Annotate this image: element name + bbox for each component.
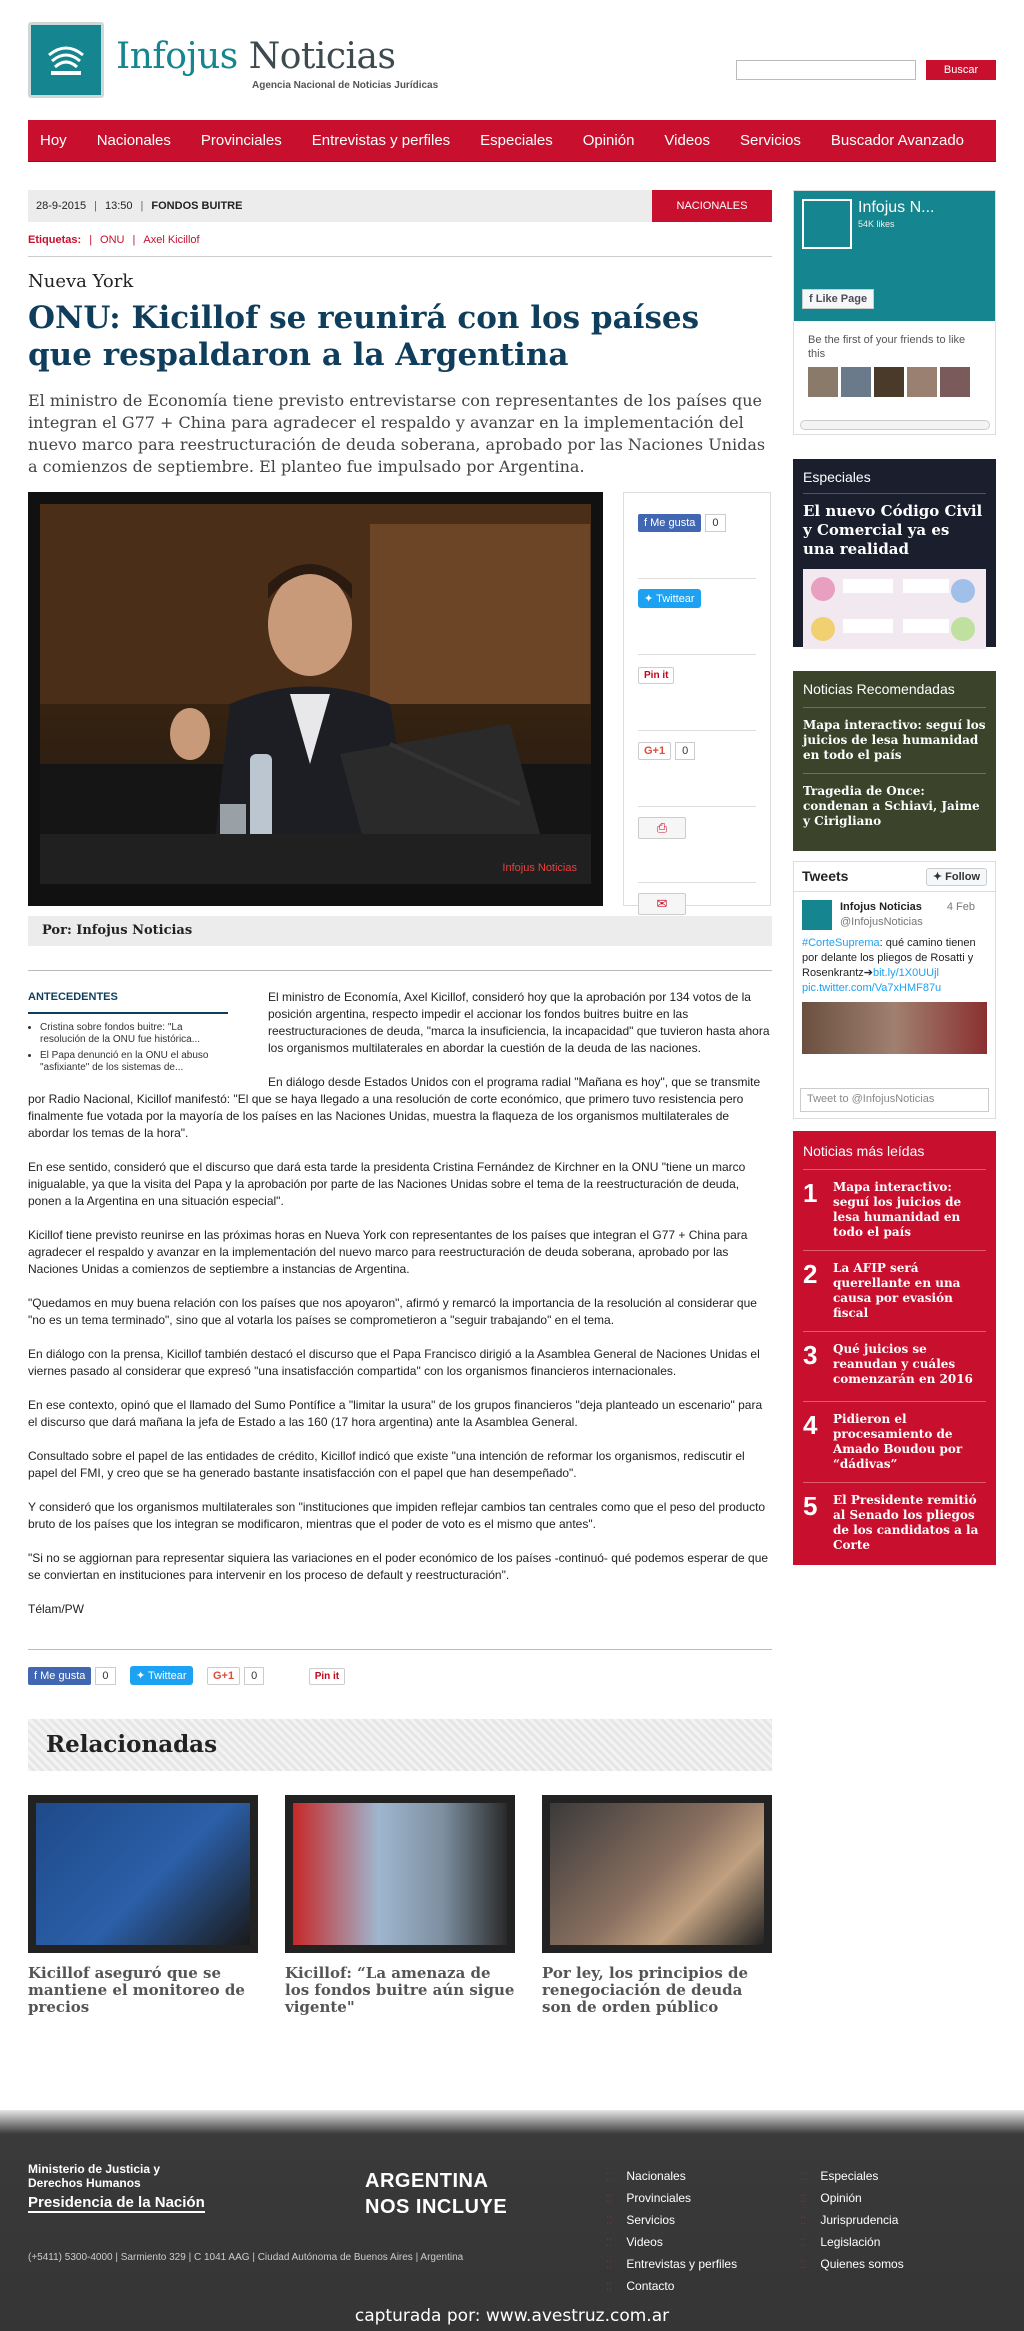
nav-entrevistas[interactable]: Entrevistas y perfiles bbox=[311, 132, 451, 149]
facebook-icon: f bbox=[644, 517, 648, 529]
article-column bbox=[28, 190, 772, 2016]
rank-number: 1 bbox=[803, 1178, 818, 1208]
facebook-page-likes: 54K likes bbox=[858, 219, 895, 229]
body-signature: Télam/PW bbox=[28, 1602, 85, 1616]
facebook-friends-text: Be the first of your friends to like this bbox=[808, 334, 966, 360]
body-paragraph: En diálogo desde Estados Unidos con el programa radial "Mañana es hoy", que se transmite por Radio Nacional, Kicillof manifestó: "El que se haya llegado a una resolución de corte económico, que primero tuvo resistencia pero finalmente fue votada por la mayoría de los países en las Naciones Unidas, muestra la flaqueza de los organismos multilaterales de abordar los temas de la hora". bbox=[28, 1075, 761, 1140]
related-item[interactable] bbox=[542, 1795, 772, 2016]
footer-link[interactable]: ⁚⁚ Especiales bbox=[800, 2166, 904, 2188]
recomendadas-title: Noticias Recomendadas bbox=[803, 681, 986, 708]
site-header bbox=[28, 22, 996, 102]
search-button[interactable]: Buscar bbox=[926, 60, 996, 80]
tag-link[interactable]: Axel Kicillof bbox=[143, 234, 200, 246]
twitter-follow-button[interactable]: ✦ Follow bbox=[926, 868, 987, 886]
logo-icon[interactable] bbox=[28, 22, 104, 98]
pinterest-button[interactable]: Pin it bbox=[638, 667, 674, 684]
sidebar bbox=[793, 190, 996, 1565]
mas-leida-item[interactable] bbox=[803, 1170, 986, 1251]
avatar[interactable] bbox=[907, 367, 937, 397]
facebook-like-button-bottom[interactable]: f Me gusta bbox=[28, 1667, 91, 1685]
rank-number: 4 bbox=[803, 1410, 818, 1440]
avatar[interactable] bbox=[874, 367, 904, 397]
tweet-date[interactable]: 4 Feb bbox=[946, 901, 975, 913]
footer-link[interactable]: ⁚⁚ Opinión bbox=[800, 2188, 904, 2210]
logo-text[interactable]: Infojus Noticias bbox=[116, 36, 396, 77]
capture-credit: capturada por: www.avestruz.com.ar bbox=[354, 2306, 670, 2326]
nav-hoy[interactable]: Hoy bbox=[40, 132, 67, 149]
nav-especiales[interactable]: Especiales bbox=[480, 132, 553, 149]
footer-link[interactable]: ⁚⁚ Quienes somos bbox=[800, 2254, 904, 2276]
antecedentes-title: ANTECEDENTES bbox=[28, 989, 228, 1014]
mas-leida-item[interactable] bbox=[803, 1402, 986, 1483]
tags-label: Etiquetas: bbox=[28, 234, 82, 246]
article-time: 13:50 bbox=[105, 200, 133, 212]
nav-opinion[interactable]: Opinión bbox=[582, 132, 635, 149]
rank-number: 3 bbox=[803, 1340, 818, 1370]
tweet-hashtag[interactable]: #CorteSuprema bbox=[802, 937, 880, 949]
especiales-title[interactable]: Especiales bbox=[803, 469, 986, 494]
footer-link[interactable]: ⁚⁚ Entrevistas y perfiles bbox=[606, 2254, 737, 2276]
footer-link[interactable]: ⁚⁚ Servicios bbox=[606, 2210, 737, 2232]
facebook-like-page-button[interactable]: f Like Page bbox=[802, 289, 874, 309]
email-icon[interactable]: ✉ bbox=[638, 893, 686, 915]
article-photo[interactable] bbox=[40, 504, 591, 884]
footer-link[interactable]: ⁚⁚ Contacto bbox=[606, 2276, 737, 2298]
nav-provinciales[interactable]: Provinciales bbox=[200, 132, 282, 149]
body-paragraph: Consultado sobre el papel de las entidades de crédito, Kicillof indicó que existe "una intención de reformar los organismos, rediscutir el papel del FMI, y creo que se ha generado bastante insatisfacción con el papel que han desempeñado". bbox=[28, 1449, 745, 1480]
tweet-image[interactable] bbox=[802, 1002, 987, 1054]
rank-number: 5 bbox=[803, 1491, 818, 1521]
avatar[interactable] bbox=[802, 900, 832, 930]
article-lead: El ministro de Economía tiene previsto entrevistarse con representantes de los países que integran el G77 + China para agradecer el respaldo y avanzar en la implementación del nuevo marco para reestructuración de deuda soberana, aprobado por las Naciones Unidas a comienzos de septiembre. El planteo fue impulsado por Argentina. bbox=[28, 391, 766, 476]
photo-frame bbox=[28, 492, 603, 906]
nav-videos[interactable]: Videos bbox=[664, 132, 711, 149]
mas-leida-title[interactable]: Pidieron el procesamiento de Amado Boudou por “dádivas” bbox=[833, 1412, 963, 1471]
print-icon[interactable]: ⎙ bbox=[638, 817, 686, 839]
share-email bbox=[638, 893, 756, 959]
article-kicker: Nueva York bbox=[28, 271, 134, 292]
body-paragraph: En ese contexto, opinó que el llamado del Sumo Pontífice a "limitar la usura" de los grupos financieros "deja planteado un escenario" para el discurso que dará mañana la jefa de Estado a las 160 (17 hora argentina) ante la Asamblea General. bbox=[28, 1398, 763, 1429]
share-pinterest bbox=[638, 665, 756, 731]
footer-link[interactable]: ⁚⁚ Nacionales bbox=[606, 2166, 737, 2188]
mas-leida-title[interactable]: La AFIP será querellante en una causa por evasión fiscal bbox=[833, 1261, 961, 1320]
article-meta-bar: 28-9-2015 | 13:50 | FONDOS BUITRE NACIONALES bbox=[28, 190, 772, 222]
facebook-icon: f bbox=[809, 293, 813, 305]
article-body bbox=[28, 970, 772, 1635]
avatar[interactable] bbox=[841, 367, 871, 397]
bottom-share-bar bbox=[28, 1649, 772, 1697]
related-item-title[interactable]: Kicillof aseguró que se mantiene el monitoreo de precios bbox=[28, 1964, 245, 2016]
facebook-scrollbar[interactable] bbox=[800, 420, 990, 430]
article-section[interactable]: FONDOS BUITRE bbox=[151, 200, 243, 212]
mas-leida-item[interactable] bbox=[803, 1332, 986, 1402]
footer-link[interactable]: ⁚⁚ Provinciales bbox=[606, 2188, 737, 2210]
article-headline: ONU: Kicillof se reunirá con los países que respaldaron a la Argentina bbox=[28, 300, 700, 373]
facebook-cover[interactable] bbox=[794, 191, 995, 321]
especiales-headline[interactable]: El nuevo Código Civil y Comercial ya es una realidad bbox=[803, 502, 983, 558]
related-item-title[interactable]: Kicillof: “La amenaza de los fondos buitre aún sigue vigente" bbox=[285, 1964, 515, 2016]
twitter-share-button-bottom[interactable]: ✦ Twittear bbox=[130, 1666, 193, 1685]
mas-leida-title[interactable]: El Presidente remitió al Senado los pliegos de los candidatos a la Corte bbox=[833, 1493, 979, 1552]
tag-link[interactable]: ONU bbox=[100, 234, 125, 246]
recomendada-item[interactable]: Tragedia de Once: condenan a Schiavi, Jaime y Cirigliano bbox=[803, 784, 980, 828]
antecedentes-box bbox=[28, 989, 228, 1078]
nav-buscador-avanzado[interactable]: Buscador Avanzado bbox=[830, 132, 965, 149]
mas-leidas-title: Noticias más leídas bbox=[803, 1143, 986, 1170]
mas-leidas-box bbox=[793, 1131, 996, 1565]
tweet-text: #CorteSuprema: qué camino tienen por delante los pliegos de Rosatti y Rosenkrantz➔bit.ly/1X0UUjl pic.twitter.com/Va7xHMF87u bbox=[802, 937, 976, 994]
share-print bbox=[638, 817, 756, 883]
logo-subtitle: Agencia Nacional de Noticias Jurídicas bbox=[252, 80, 439, 91]
related-title: Relacionadas bbox=[28, 1719, 772, 1771]
mas-leida-title[interactable]: Mapa interactivo: seguí los juicios de lesa humanidad en todo el país bbox=[833, 1180, 962, 1239]
body-paragraph: En diálogo con la prensa, Kicillof también destacó el discurso que el Papa Francisco dirigió a la Asamblea General de Naciones Unidas el viernes pasado al considerar que expresó "una insatisfacción compartida" con los organismos financieros internacionales. bbox=[28, 1347, 760, 1378]
especiales-box bbox=[793, 459, 996, 647]
facebook-page-logo[interactable] bbox=[802, 199, 852, 249]
nav-servicios[interactable]: Servicios bbox=[740, 132, 801, 149]
antecedente-link[interactable]: • Cristina sobre fondos buitre: "La resolución de la ONU fue histórica... bbox=[40, 1022, 228, 1046]
mas-leida-item[interactable] bbox=[803, 1483, 986, 1563]
facebook-icon: f bbox=[34, 1670, 38, 1682]
twitter-share-button[interactable]: ✦ Twittear bbox=[638, 589, 701, 608]
tags-row: Etiquetas: | ONU | Axel Kicillof bbox=[28, 234, 772, 257]
body-paragraph: Kicillof tiene previsto reunirse en las próximas horas en Nueva York con representantes de los países que integran el G77 + China para agradecer el respaldo y avanzar en la implementación del nuevo marco para reestructuración de deuda soberana, aprobado por las Naciones Unidas a comienzos de septiembre a instancias de Argentina. bbox=[28, 1228, 748, 1276]
facebook-count: 0 bbox=[705, 514, 725, 532]
facebook-page-name[interactable]: Infojus N... bbox=[858, 199, 935, 216]
twitter-icon: ✦ bbox=[932, 871, 943, 883]
body-paragraph: "Si no se aggiornan para representar siquiera las variaciones en el poder económico de los países -continuó- qué podemos esperar de que se conviertan en instituciones para intervenir en los proceso de default y reestructuración". bbox=[28, 1551, 769, 1582]
twitter-icon: ✦ bbox=[644, 593, 654, 605]
tweet-compose-input[interactable]: Tweet to @InfojusNoticias bbox=[800, 1088, 989, 1112]
antecedente-link[interactable]: • El Papa denunció en la ONU el abuso "asfixiante" de los sistemas de... bbox=[40, 1050, 228, 1074]
main-nav bbox=[28, 120, 996, 162]
body-paragraph: El ministro de Economía, Axel Kicillof, consideró hoy que la aprobación por 134 votos de la posición argentina, respecto impedir el accionar los fondos buitres buitre en las reestructuraciones de deuda, "marca la insuficiencia, la incapacidad" que tuvieron hasta ahora los organismos multilaterales en abordar la cuestión de la deuda de las naciones. bbox=[268, 990, 770, 1055]
tweet[interactable] bbox=[794, 892, 995, 1062]
especiales-image[interactable] bbox=[803, 569, 986, 649]
share-twitter bbox=[638, 589, 756, 655]
body-paragraph: Y consideró que los organismos multilaterales son "instituciones que impiden reflejar cambios tan centrales como que el peso del producto bruto de los países que los integran se modificaron, mientras que el poder de voto es el mismo que antes". bbox=[28, 1500, 766, 1531]
related-image[interactable] bbox=[285, 1795, 515, 1953]
related-item-title[interactable]: Por ley, los principios de renegociación de deuda son de orden público bbox=[542, 1964, 749, 2016]
facebook-page-widget bbox=[793, 190, 996, 435]
tweet-pic-link[interactable]: pic.twitter.com/Va7xHMF87u bbox=[802, 982, 942, 994]
googleplus-button[interactable]: G+1 bbox=[638, 742, 671, 760]
category-badge[interactable]: NACIONALES bbox=[652, 190, 772, 222]
body-paragraph: En ese sentido, consideró que el discurso que dará esta tarde la presidenta Cristina Fernández de Kirchner en la ONU "tiene un marco inigualable, ya que la visita del Papa y la aprobación por parte de las Naciones Unidas sobre el tema de la reestructuración de deuda, ponen a la Argentina en una situación especial". bbox=[28, 1160, 746, 1208]
facebook-like-button[interactable]: f Me gusta bbox=[638, 514, 701, 532]
footer-ministerio[interactable]: Ministerio de Justicia y Derechos Humanos bbox=[28, 2162, 161, 2190]
article-date: 28-9-2015 bbox=[36, 200, 87, 212]
site-footer bbox=[0, 2110, 1024, 2331]
tweet-author[interactable]: Infojus Noticias bbox=[840, 901, 922, 913]
avatar[interactable] bbox=[940, 367, 970, 397]
recomendadas-box bbox=[793, 671, 996, 851]
search-input[interactable] bbox=[736, 60, 916, 80]
related-item[interactable] bbox=[285, 1795, 515, 2016]
nav-nacionales[interactable]: Nacionales bbox=[96, 132, 171, 149]
twitter-timeline bbox=[793, 861, 996, 1119]
share-column bbox=[623, 492, 771, 911]
tweets-title: Tweets bbox=[794, 862, 995, 892]
facebook-friends-row bbox=[794, 367, 995, 397]
footer-presidencia[interactable]: Presidencia de la Nación bbox=[28, 2194, 205, 2211]
footer-link[interactable]: ⁚⁚ Jurisprudencia bbox=[800, 2210, 904, 2232]
recomendada-item[interactable]: Mapa interactivo: seguí los juicios de lesa humanidad en todo el país bbox=[803, 708, 986, 774]
googleplus-count: 0 bbox=[675, 742, 695, 760]
pinterest-button-bottom[interactable]: Pin it bbox=[309, 1668, 345, 1685]
article-media bbox=[28, 492, 772, 911]
mas-leida-item[interactable] bbox=[803, 1251, 986, 1332]
related-image[interactable] bbox=[28, 1795, 258, 1953]
body-paragraph: "Quedamos en muy buena relación con los países que nos apoyaron", afirmó y remarcó la importancia de la resolución al considerar que "no es un tema terminado", sino que al votarla los países se comprometieron a "seguir trabajando" en el tema. bbox=[28, 1296, 757, 1327]
googleplus-count-bottom: 0 bbox=[244, 1667, 264, 1685]
tweet-handle[interactable]: @InfojusNoticias bbox=[840, 916, 923, 928]
footer-links-col2 bbox=[800, 2166, 904, 2276]
footer-links-col1 bbox=[606, 2166, 737, 2298]
related-list bbox=[28, 1795, 772, 2016]
share-googleplus bbox=[638, 741, 756, 807]
footer-address: (+5411) 5300-4000 | Sarmiento 329 | C 1041 AAG | Ciudad Autónoma de Buenos Aires | Argentina bbox=[28, 2252, 464, 2263]
related-item[interactable] bbox=[28, 1795, 258, 2016]
share-facebook bbox=[638, 513, 756, 579]
footer-argentina-logo[interactable]: ARGENTINA NOS INCLUYE bbox=[365, 2170, 508, 2218]
footer-link[interactable]: ⁚⁚ Videos bbox=[606, 2232, 737, 2254]
googleplus-button-bottom[interactable]: G+1 bbox=[207, 1667, 240, 1685]
photo-credit: Infojus Noticias bbox=[502, 862, 577, 874]
mas-leida-title[interactable]: Qué juicios se reanudan y cuáles comenzarán en 2016 bbox=[833, 1342, 973, 1386]
rank-number: 2 bbox=[803, 1259, 818, 1289]
footer-link[interactable]: ⁚⁚ Legislación bbox=[800, 2232, 904, 2254]
tweet-link[interactable]: bit.ly/1X0UUjl bbox=[872, 967, 939, 979]
avatar[interactable] bbox=[808, 367, 838, 397]
article-byline: Por: Infojus Noticias bbox=[28, 916, 772, 946]
related-image[interactable] bbox=[542, 1795, 772, 1953]
twitter-icon: ✦ bbox=[135, 1670, 146, 1682]
facebook-count-bottom: 0 bbox=[95, 1667, 115, 1685]
